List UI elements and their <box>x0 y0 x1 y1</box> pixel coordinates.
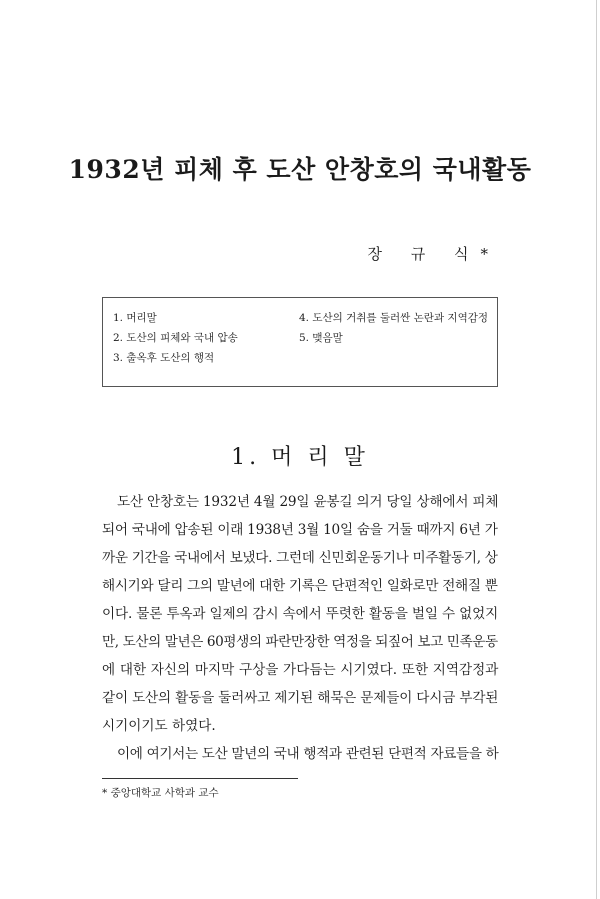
body-line: 시기이기도 하였다. <box>102 718 216 734</box>
toc-item-3: 3. 출옥후 도산의 행적 <box>113 352 215 364</box>
table-of-contents-box <box>102 297 498 387</box>
footnote: * 중앙대학교 사학과 교수 <box>102 787 219 799</box>
body-line: 해시기와 달리 그의 말년에 대한 기록은 단편적인 일화로만 전해질 뿐 <box>102 578 498 594</box>
body-line: 만, 도산의 말년은 60평생의 파란만장한 역정을 되짚어 보고 민족운동 <box>102 634 498 650</box>
body-line: 이에 여기서는 도산 말년의 국내 행적과 관련된 단편적 자료들을 하 <box>117 746 499 762</box>
body-line: 에 대한 자신의 마지막 구상을 가다듬는 시기였다. 또한 지역감정과 <box>102 662 499 678</box>
body-line: 이다. 물론 투옥과 일제의 감시 속에서 뚜렷한 활동을 벌일 수 없었지 <box>102 606 499 622</box>
body-line: 도산 안창호는 1932년 4월 29일 윤봉길 의거 당일 상해에서 피체 <box>117 494 499 510</box>
section-heading: 1. 머 리 말 <box>231 445 369 470</box>
toc-item-5: 5. 맺음말 <box>299 332 343 344</box>
author-name: 장 규 식* <box>367 245 500 263</box>
toc-item-1: 1. 머리말 <box>113 312 157 324</box>
footnote-divider <box>102 778 298 779</box>
body-line: 같이 도산의 활동을 둘러싸고 제기된 해묵은 문제들이 다시금 부각된 <box>102 690 499 706</box>
body-line: 되어 국내에 압송된 이래 1938년 3월 10일 숨을 거둘 때까지 6년 가 <box>102 522 498 538</box>
toc-item-2: 2. 도산의 피체와 국내 압송 <box>113 332 238 344</box>
paper-title: 1932년 피체 후 도산 안창호의 국내활동 <box>68 155 532 184</box>
toc-item-4: 4. 도산의 거취를 둘러싼 논란과 지역감정 <box>299 312 488 324</box>
body-line: 까운 기간을 국내에서 보냈다. 그런데 신민회운동기나 미주활동기, 상 <box>102 550 498 566</box>
